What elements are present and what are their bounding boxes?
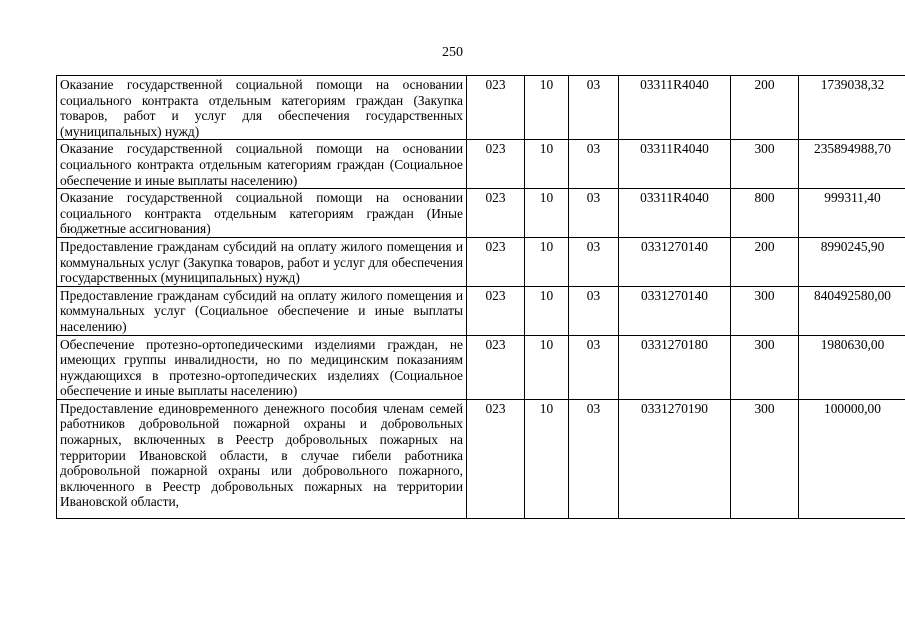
ministry-code: 023 — [467, 286, 525, 335]
table-row — [57, 335, 905, 399]
section-code: 10 — [525, 237, 569, 286]
row-description: Предоставление гражданам субсидий на оплату жилого помещения и коммунальных услуг (Социальное обеспечение и иные выплаты населению) — [57, 286, 467, 335]
subsection-code: 03 — [569, 76, 619, 140]
ministry-code: 023 — [467, 399, 525, 518]
amount: 1739038,32 — [799, 76, 905, 140]
expense-type-code: 300 — [731, 140, 799, 189]
row-description: Оказание государственной социальной помощи на основании социального контракта отдельным категориям граждан (Закупка товаров, работ и услуг для обеспечения государственных (муниципальных) нужд) — [57, 76, 467, 140]
table-row — [57, 286, 905, 335]
amount: 8990245,90 — [799, 237, 905, 286]
section-code: 10 — [525, 140, 569, 189]
ministry-code: 023 — [467, 189, 525, 238]
target-article-code: 0331270140 — [619, 286, 731, 335]
section-code: 10 — [525, 189, 569, 238]
expense-type-code: 200 — [731, 76, 799, 140]
table-row — [57, 399, 905, 518]
amount: 100000,00 — [799, 399, 905, 518]
ministry-code: 023 — [467, 237, 525, 286]
amount: 840492580,00 — [799, 286, 905, 335]
expense-type-code: 800 — [731, 189, 799, 238]
expense-type-code: 300 — [731, 399, 799, 518]
budget-table — [56, 75, 905, 519]
target-article-code: 0331270180 — [619, 335, 731, 399]
ministry-code: 023 — [467, 335, 525, 399]
ministry-code: 023 — [467, 140, 525, 189]
row-description: Предоставление единовременного денежного пособия членам семей работников добровольной пожарной охраны и добровольных пожарных, включенных в Реестр добровольных пожарных на территории Ивановской области, в случае гибели работника добровольной пожарной охраны или добровольного пожарного, включенного в Реестр добровольных пожарных на территории Ивановской области, — [60, 400, 463, 510]
target-article-code: 0331270140 — [619, 237, 731, 286]
subsection-code: 03 — [569, 237, 619, 286]
subsection-code: 03 — [569, 140, 619, 189]
ministry-code: 023 — [467, 76, 525, 140]
table-row — [57, 76, 905, 140]
expense-type-code: 300 — [731, 335, 799, 399]
subsection-code: 03 — [569, 189, 619, 238]
target-article-code: 03311R4040 — [619, 76, 731, 140]
section-code: 10 — [525, 286, 569, 335]
subsection-code: 03 — [569, 286, 619, 335]
amount: 999311,40 — [799, 189, 905, 238]
expense-type-code: 200 — [731, 237, 799, 286]
row-description: Предоставление гражданам субсидий на оплату жилого помещения и коммунальных услуг (Закупка товаров, работ и услуг для обеспечения государственных (муниципальных) нужд) — [57, 237, 467, 286]
section-code: 10 — [525, 76, 569, 140]
amount: 1980630,00 — [799, 335, 905, 399]
subsection-code: 03 — [569, 399, 619, 518]
amount: 235894988,70 — [799, 140, 905, 189]
target-article-code: 0331270190 — [619, 399, 731, 518]
row-description-cell — [57, 399, 467, 518]
subsection-code: 03 — [569, 335, 619, 399]
section-code: 10 — [525, 399, 569, 518]
section-code: 10 — [525, 335, 569, 399]
target-article-code: 03311R4040 — [619, 189, 731, 238]
expense-type-code: 300 — [731, 286, 799, 335]
table-row — [57, 140, 905, 189]
row-description: Оказание государственной социальной помощи на основании социального контракта отдельным категориям граждан (Иные бюджетные ассигнования) — [57, 189, 467, 238]
table-row — [57, 189, 905, 238]
row-description: Оказание государственной социальной помощи на основании социального контракта отдельным категориям граждан (Социальное обеспечение и иные выплаты населению) — [57, 140, 467, 189]
target-article-code: 03311R4040 — [619, 140, 731, 189]
row-description: Обеспечение протезно-ортопедическими изделиями граждан, не имеющих группы инвалидности, но по медицинским показаниям нуждающихся в протезно-ортопедических изделиях (Социальное обеспечение и иные выплаты населению) — [57, 335, 467, 399]
page-number: 250 — [442, 45, 463, 60]
table-row — [57, 237, 905, 286]
